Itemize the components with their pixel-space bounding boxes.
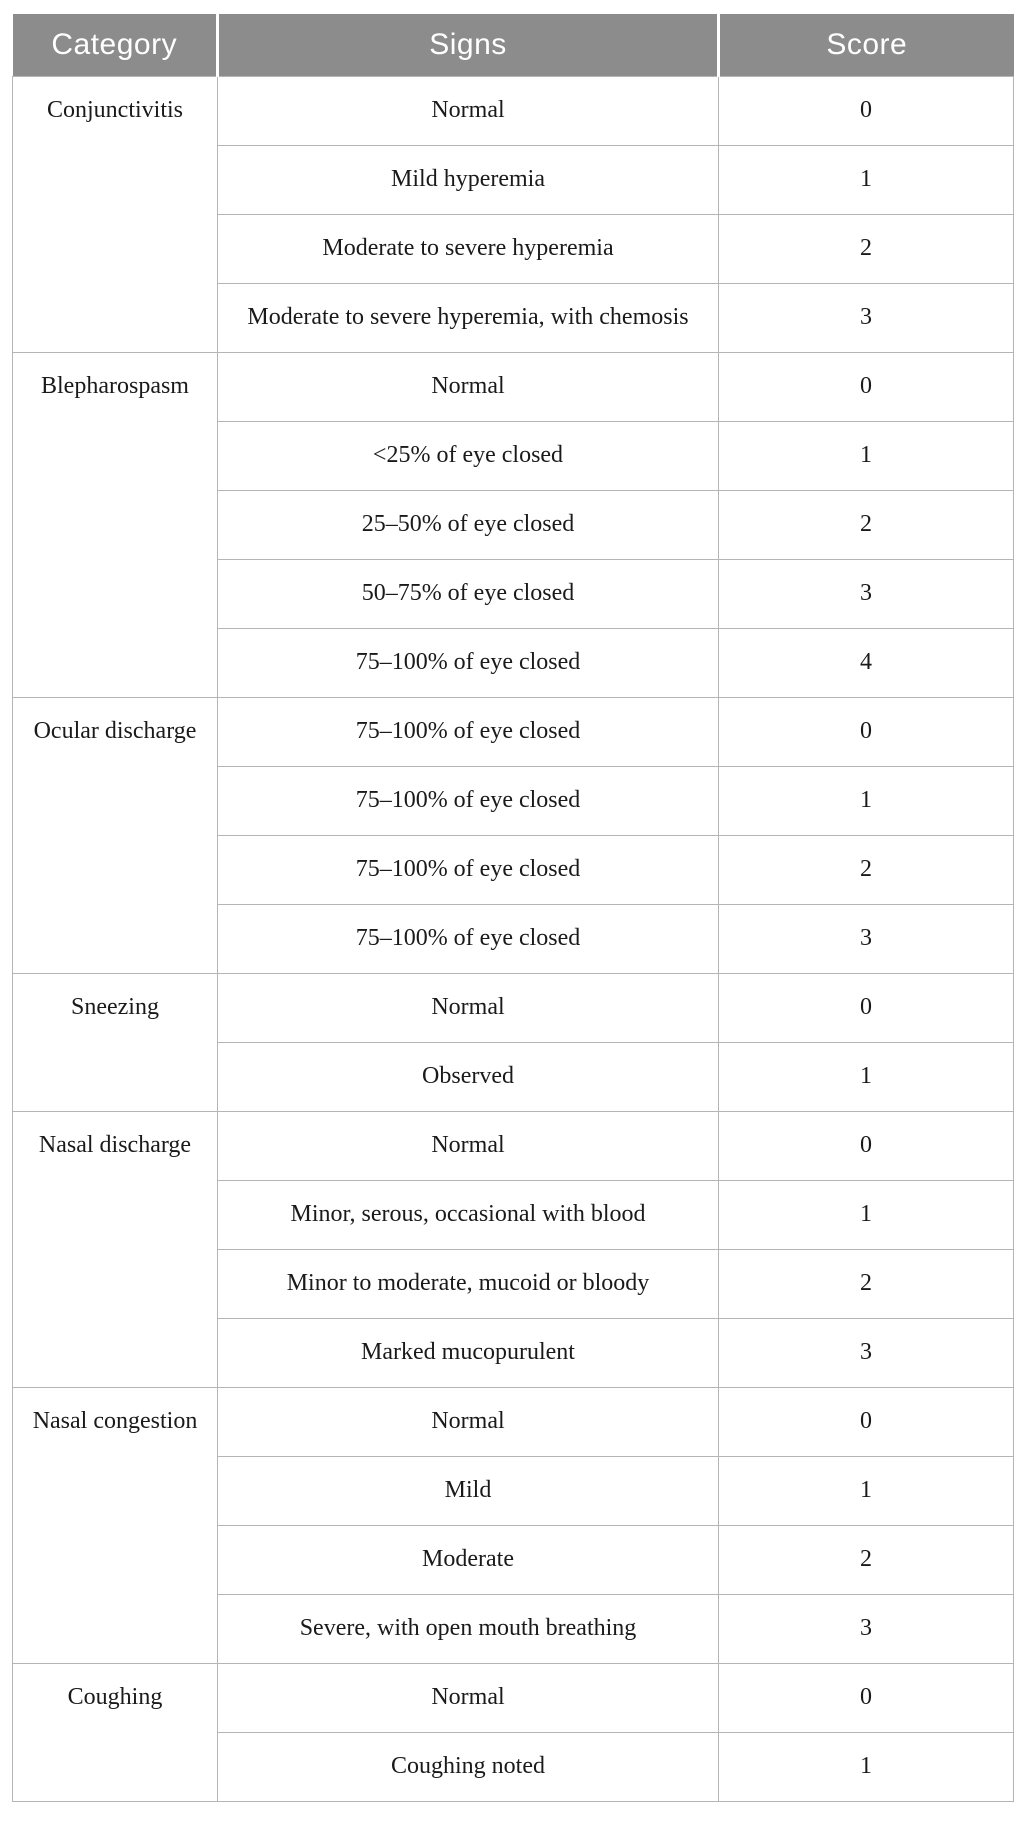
score-cell: 1 [719,766,1014,835]
header-row [13,14,1014,76]
score-cell: 4 [719,628,1014,697]
sign-cell: Normal [218,1111,719,1180]
sign-cell: Severe, with open mouth breathing [218,1594,719,1663]
score-cell: 3 [719,283,1014,352]
category-cell: Blepharospasm [13,352,218,697]
sign-cell: Mild [218,1456,719,1525]
score-cell: 1 [719,145,1014,214]
clinical-signs-score-table [12,14,1014,1802]
score-cell: 1 [719,1456,1014,1525]
score-cell: 3 [719,559,1014,628]
score-cell: 0 [719,1387,1014,1456]
score-cell: 3 [719,1594,1014,1663]
sign-cell: 75–100% of eye closed [218,697,719,766]
category-cell: Ocular discharge [13,697,218,973]
score-cell: 0 [719,973,1014,1042]
score-cell: 0 [719,697,1014,766]
sign-cell: Normal [218,1663,719,1732]
sign-cell: <25% of eye closed [218,421,719,490]
table-row [13,1663,1014,1732]
table-row [13,352,1014,421]
sign-cell: Minor, serous, occasional with blood [218,1180,719,1249]
score-cell: 0 [719,1111,1014,1180]
table-body [13,76,1014,1801]
sign-cell: Moderate to severe hyperemia [218,214,719,283]
category-cell: Coughing [13,1663,218,1801]
score-cell: 1 [719,421,1014,490]
sign-cell: 75–100% of eye closed [218,835,719,904]
table-header [13,14,1014,76]
table-row [13,1387,1014,1456]
sign-cell: Marked mucopurulent [218,1318,719,1387]
score-cell: 2 [719,1249,1014,1318]
score-cell: 2 [719,835,1014,904]
score-cell: 0 [719,76,1014,145]
sign-cell: Observed [218,1042,719,1111]
score-cell: 2 [719,490,1014,559]
score-cell: 2 [719,214,1014,283]
sign-cell: 75–100% of eye closed [218,766,719,835]
sign-cell: 50–75% of eye closed [218,559,719,628]
table-row [13,1111,1014,1180]
sign-cell: 75–100% of eye closed [218,904,719,973]
sign-cell: Moderate to severe hyperemia, with chemosis [218,283,719,352]
category-cell: Nasal discharge [13,1111,218,1387]
sign-cell: Moderate [218,1525,719,1594]
sign-cell: Mild hyperemia [218,145,719,214]
score-cell: 0 [719,1663,1014,1732]
table-row [13,76,1014,145]
table-row [13,973,1014,1042]
sign-cell: Coughing noted [218,1732,719,1801]
score-cell: 1 [719,1732,1014,1801]
category-cell: Conjunctivitis [13,76,218,352]
score-cell: 0 [719,352,1014,421]
sign-cell: Normal [218,973,719,1042]
sign-cell: 25–50% of eye closed [218,490,719,559]
column-header-score: Score [719,14,1014,76]
category-cell: Nasal congestion [13,1387,218,1663]
sign-cell: Normal [218,352,719,421]
sign-cell: 75–100% of eye closed [218,628,719,697]
score-cell: 1 [719,1042,1014,1111]
score-cell: 3 [719,1318,1014,1387]
score-cell: 2 [719,1525,1014,1594]
sign-cell: Normal [218,1387,719,1456]
sign-cell: Normal [218,76,719,145]
category-cell: Sneezing [13,973,218,1111]
score-cell: 1 [719,1180,1014,1249]
table-row [13,697,1014,766]
sign-cell: Minor to moderate, mucoid or bloody [218,1249,719,1318]
column-header-category: Category [13,14,218,76]
column-header-signs: Signs [218,14,719,76]
score-cell: 3 [719,904,1014,973]
